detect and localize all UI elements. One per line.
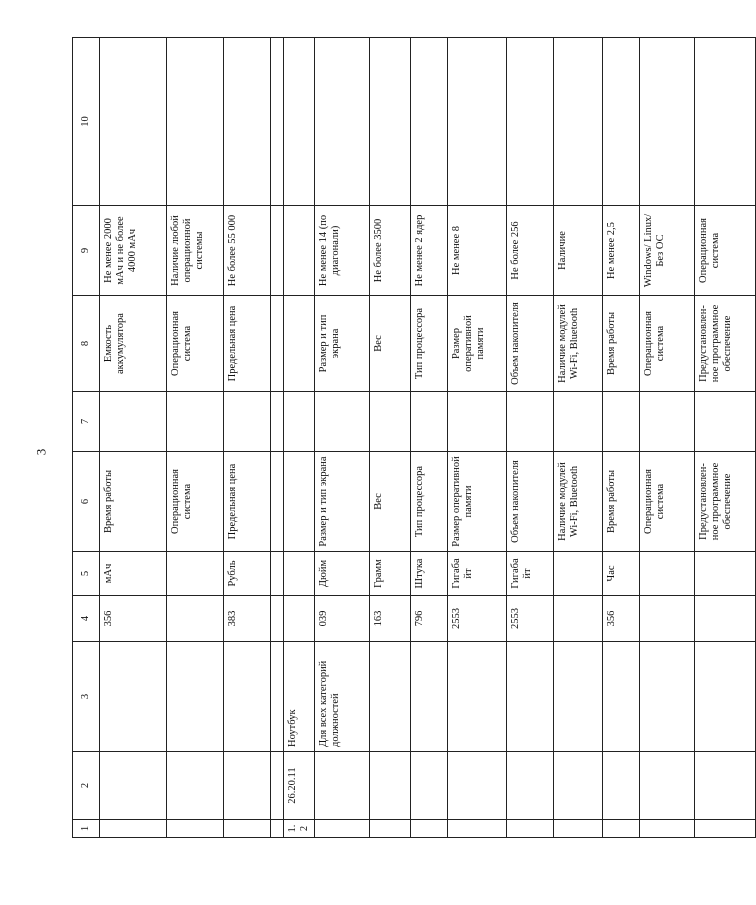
characteristic-cell: Предустановлен-ное программное обеспечение [695,296,756,392]
characteristic-cell: Операционная система [640,452,695,552]
table-cell [100,38,167,206]
table-cell [640,392,695,452]
table-cell [603,820,640,838]
header-cell: 4 [73,596,100,642]
unit-cell: Грамм [370,552,411,596]
unit-cell: Гигабайт [507,552,554,596]
header-cell: 1 [73,820,100,838]
okei-code-cell: 356 [100,596,167,642]
okei-code-cell: 039 [315,596,370,642]
characteristic-cell: Операционная система [167,296,224,392]
table-cell [284,296,315,392]
table-cell [271,752,284,820]
table-cell [640,642,695,752]
table-row [224,38,271,838]
value-cell: Наличие любой операционной системы [167,206,224,296]
item-number-cell: 1.2 [284,820,315,838]
table-cell [507,642,554,752]
unit-cell: Час [603,552,640,596]
characteristic-cell: Предельная цена [224,296,271,392]
table-cell [411,38,448,206]
rotated-table-container [72,38,734,838]
table-row [507,38,554,838]
table-row [370,38,411,838]
table-row [640,38,695,838]
table-row [603,38,640,838]
table-cell [603,642,640,752]
table-cell [640,752,695,820]
table-cell [448,38,507,206]
table-cell [100,752,167,820]
table-cell [271,296,284,392]
characteristic-cell: Размер оперативной памяти [448,452,507,552]
table-cell [284,552,315,596]
table-cell [554,552,603,596]
table-cell [100,820,167,838]
header-cell: 9 [73,206,100,296]
value-cell: Операционная система [695,206,756,296]
table-cell [284,392,315,452]
table-row [695,38,756,838]
table-cell [315,752,370,820]
characteristic-cell: Предустановлен-ное программное обеспечение [695,452,756,552]
table-cell [167,392,224,452]
unit-cell: Штука [411,552,448,596]
product-name-cell: Ноутбук [284,642,315,752]
value-cell: Не более 3500 [370,206,411,296]
table-cell [167,642,224,752]
table-cell [315,820,370,838]
header-cell: 3 [73,642,100,752]
table-cell [271,642,284,752]
header-cell: 5 [73,552,100,596]
value-cell: Не менее 14 (по диагонали) [315,206,370,296]
table-cell [100,642,167,752]
okei-code-cell: 356 [603,596,640,642]
table-cell [640,820,695,838]
table-row [167,38,224,838]
category-cell: Для всех категорий должностей [315,642,370,752]
table-cell [411,752,448,820]
value-cell: Не менее 8 [448,206,507,296]
table-cell [603,752,640,820]
okei-code-cell: 2553 [448,596,507,642]
value-cell: Не менее 2 ядер [411,206,448,296]
characteristic-cell: Вес [370,452,411,552]
table-cell [224,642,271,752]
table-cell [554,38,603,206]
characteristic-cell: Объем накопителя [507,452,554,552]
table-cell [448,752,507,820]
unit-cell: мАч [100,552,167,596]
table-cell [554,392,603,452]
table-cell [284,452,315,552]
table-cell [271,552,284,596]
table-row [100,38,167,838]
table-cell [224,752,271,820]
table-cell [695,392,756,452]
okei-code-cell: 383 [224,596,271,642]
table-cell [554,752,603,820]
table-cell [603,38,640,206]
table-cell [695,820,756,838]
table-cell [271,392,284,452]
okei-code-cell: 2553 [507,596,554,642]
characteristic-cell: Время работы [100,452,167,552]
table-cell [271,820,284,838]
okpd-code-cell: 26.20.11 [284,752,315,820]
table-row [411,38,448,838]
page-number: 3 [33,448,49,456]
header-cell: 6 [73,452,100,552]
characteristic-cell: Тип процессора [411,452,448,552]
characteristic-cell: Наличие модулей Wi-Fi, Bluetooth [554,452,603,552]
table-cell [695,752,756,820]
table-cell [411,642,448,752]
table-cell [603,392,640,452]
table-cell [370,820,411,838]
table-cell [411,392,448,452]
unit-cell: Рубль [224,552,271,596]
header-cell: 10 [73,38,100,206]
table-cell [315,392,370,452]
table-cell [271,452,284,552]
table-cell [695,552,756,596]
characteristic-cell: Объем накопителя [507,296,554,392]
table-row [448,38,507,838]
table-cell [100,392,167,452]
table-cell [284,596,315,642]
table-cell [370,752,411,820]
table-cell [507,752,554,820]
unit-cell: Гигабайт [448,552,507,596]
table-cell [284,206,315,296]
value-cell: Windows/ Linux/Без ОС [640,206,695,296]
table-cell [695,596,756,642]
table-cell [284,38,315,206]
table-cell [370,38,411,206]
characteristic-cell: Время работы [603,452,640,552]
unit-cell: Дюйм [315,552,370,596]
table-cell [554,596,603,642]
characteristic-cell: Вес [370,296,411,392]
table-cell [448,392,507,452]
value-cell: Не менее 2,5 [603,206,640,296]
table-cell [271,206,284,296]
table-cell [448,820,507,838]
table-cell [224,820,271,838]
table-cell [167,552,224,596]
characteristic-cell: Емкость аккумулятора [100,296,167,392]
table-cell [370,642,411,752]
table-cell [640,38,695,206]
table-cell [507,38,554,206]
table-cell [554,642,603,752]
header-cell: 8 [73,296,100,392]
value-cell: Наличие [554,206,603,296]
table-cell [167,38,224,206]
characteristic-cell: Предельная цена [224,452,271,552]
characteristics-table [72,37,756,838]
table-cell [224,38,271,206]
okei-code-cell: 796 [411,596,448,642]
table-cell [640,596,695,642]
table-row [284,38,315,838]
okei-code-cell: 163 [370,596,411,642]
table-cell [271,596,284,642]
header-row [73,38,100,838]
table-cell [167,596,224,642]
table-cell [554,820,603,838]
table-cell [640,552,695,596]
table-cell [167,820,224,838]
table-cell [271,38,284,206]
table-cell [507,820,554,838]
characteristic-cell: Операционная система [167,452,224,552]
characteristic-cell: Размер и тип экрана [315,296,370,392]
value-cell: Не менее 2000 мАч и не более 4000 мАч [100,206,167,296]
characteristic-cell: Размер оперативной памяти [448,296,507,392]
table-cell [448,642,507,752]
table-cell [224,392,271,452]
value-cell: Не более 55 000 [224,206,271,296]
table-cell [695,642,756,752]
table-cell [315,38,370,206]
table-row [554,38,603,838]
table-cell [507,392,554,452]
characteristic-cell: Наличие модулей Wi-Fi, Bluetooth [554,296,603,392]
table-row [315,38,370,838]
header-cell: 2 [73,752,100,820]
characteristic-cell: Время работы [603,296,640,392]
characteristic-cell: Тип процессора [411,296,448,392]
characteristic-cell: Размер и тип экрана [315,452,370,552]
header-cell: 7 [73,392,100,452]
table-cell [695,38,756,206]
characteristic-cell: Операционная система [640,296,695,392]
separator-row [271,38,284,838]
table-cell [370,392,411,452]
table-cell [411,820,448,838]
value-cell: Не более 256 [507,206,554,296]
table-cell [167,752,224,820]
